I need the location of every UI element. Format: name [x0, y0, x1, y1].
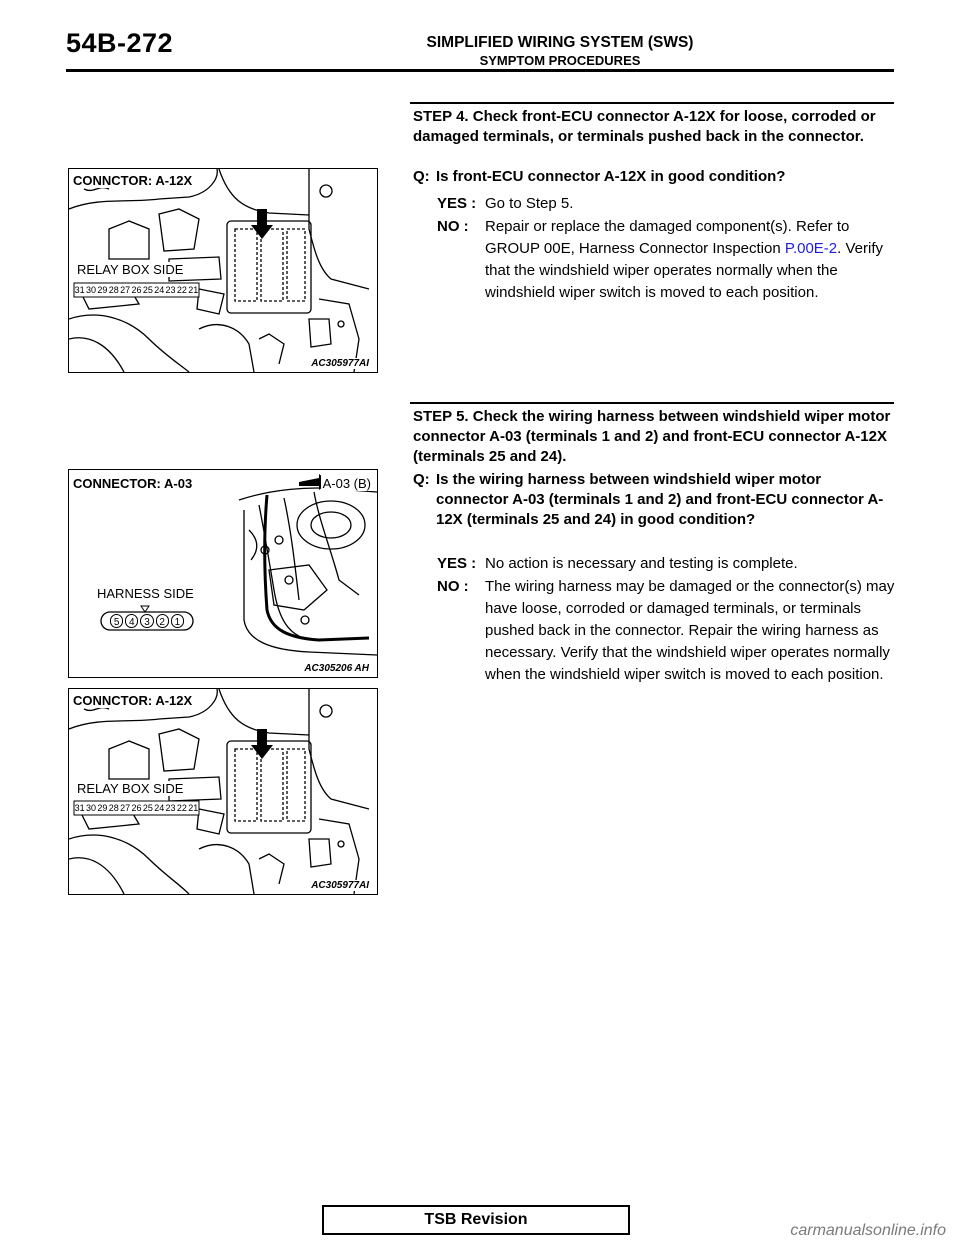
- pin-number: 21: [188, 803, 199, 813]
- pin-number: 30: [86, 285, 97, 295]
- pin-number: 27: [120, 285, 131, 295]
- pin-number: 5: [110, 614, 123, 628]
- figure-id: AC305977AI: [311, 880, 369, 891]
- connector-label: CONNCTOR: A-12X: [73, 693, 193, 708]
- no-text-part2: . Verify that the windshield wiper operates normally when the windshield wiper switch is moved to each position.: [485, 240, 883, 301]
- question-text: Is the wiring harness between windshield wiper motor connector A-03 (terminals 1 and 2) and front-ECU connector A-12X (terminals 25 and 24) in good condition?: [436, 471, 884, 528]
- pin-number: 22: [176, 803, 187, 813]
- question-text: Is front-ECU connector A-12X in good condition?: [436, 168, 786, 185]
- pin-numbers: [74, 801, 199, 815]
- question-label: Q:: [413, 168, 430, 185]
- yes-label: YES :: [437, 555, 477, 572]
- yes-label: YES :: [437, 195, 477, 212]
- pin-number: 22: [176, 285, 187, 295]
- pin-number: 24: [154, 285, 165, 295]
- figure-connector-a03: [68, 469, 378, 678]
- pin-number: 4: [125, 614, 138, 628]
- step5-question: [413, 470, 895, 530]
- step4-no: [437, 216, 895, 304]
- side-label: HARNESS SIDE: [97, 586, 194, 601]
- no-text-part1: Repair or replace the damaged component(s). Refer to GROUP 00E, Harness Connector Inspection: [485, 218, 850, 257]
- pin-number: 24: [154, 803, 165, 813]
- pin-number: 31: [74, 285, 85, 295]
- figure-id: AC305977AI: [311, 358, 369, 369]
- pin-number: 23: [165, 285, 176, 295]
- pin-number: 21: [188, 285, 199, 295]
- pin-number: 26: [131, 285, 142, 295]
- yes-text: No action is necessary and testing is complete.: [485, 555, 798, 572]
- section-subtitle: SYMPTOM PROCEDURES: [479, 53, 641, 68]
- no-label: NO :: [437, 218, 469, 235]
- engine-bay-illustration: [69, 470, 377, 677]
- step5-heading: STEP 5. Check the wiring harness between windshield wiper motor connector A-03 (terminals 1 and 2) and front-ECU connector A-12X (terminals 25 and 24).: [413, 408, 891, 465]
- yes-text: Go to Step 5.: [485, 195, 574, 212]
- step5-rule: [410, 402, 894, 404]
- pin-number: 26: [131, 803, 142, 813]
- pin-numbers: [109, 613, 185, 629]
- pin-number: 28: [108, 803, 119, 813]
- pin-number: 30: [86, 803, 97, 813]
- pin-number: 23: [165, 803, 176, 813]
- pin-number: 27: [120, 803, 131, 813]
- figure-id: AC305206 AH: [304, 663, 369, 674]
- step5-no: [437, 576, 895, 686]
- pin-number: 28: [108, 285, 119, 295]
- step5-yes: [437, 553, 895, 575]
- header-rule: [66, 69, 894, 72]
- no-label: NO :: [437, 578, 469, 595]
- figure-connector-a12x-top: [68, 168, 378, 373]
- step4-yes: [437, 193, 895, 215]
- section-title: SIMPLIFIED WIRING SYSTEM (SWS): [426, 34, 694, 51]
- tsb-revision-box: TSB Revision: [322, 1205, 630, 1235]
- group-reference-link[interactable]: P.00E-2: [784, 240, 838, 257]
- connector-label: CONNECTOR: A-03: [73, 476, 193, 491]
- step4-question: [413, 167, 895, 187]
- pin-numbers: [74, 283, 199, 297]
- watermark: carmanualsonline.info: [790, 1222, 946, 1239]
- connector-ref: A-03 (B): [322, 476, 371, 491]
- no-text: [485, 216, 895, 304]
- pin-number: 31: [74, 803, 85, 813]
- pin-number: 29: [97, 803, 108, 813]
- pin-number: 3: [140, 614, 153, 628]
- page-number: 54B-272: [66, 28, 174, 58]
- pin-number: 29: [97, 285, 108, 295]
- question-label: Q:: [413, 471, 430, 488]
- pin-number: 25: [142, 285, 153, 295]
- pin-number: 1: [171, 614, 184, 628]
- step4-heading: STEP 4. Check front-ECU connector A-12X for loose, corroded or damaged terminals, or terminals pushed back in the connector.: [413, 108, 876, 145]
- pin-number: 2: [156, 614, 169, 628]
- side-label: RELAY BOX SIDE: [77, 781, 184, 796]
- side-label: RELAY BOX SIDE: [77, 262, 184, 277]
- connector-label: CONNCTOR: A-12X: [73, 173, 193, 188]
- pin-number: 25: [142, 803, 153, 813]
- figure-connector-a12x-bottom: [68, 688, 378, 895]
- step4-rule: [410, 102, 894, 104]
- no-text: The wiring harness may be damaged or the connector(s) may have loose, corroded or damaged terminals, or terminals pushed back in the connector. Repair the wiring harness as necessary. Verify that the windshield wiper operates normally when the windshield wiper switch is moved to each position.: [485, 578, 895, 683]
